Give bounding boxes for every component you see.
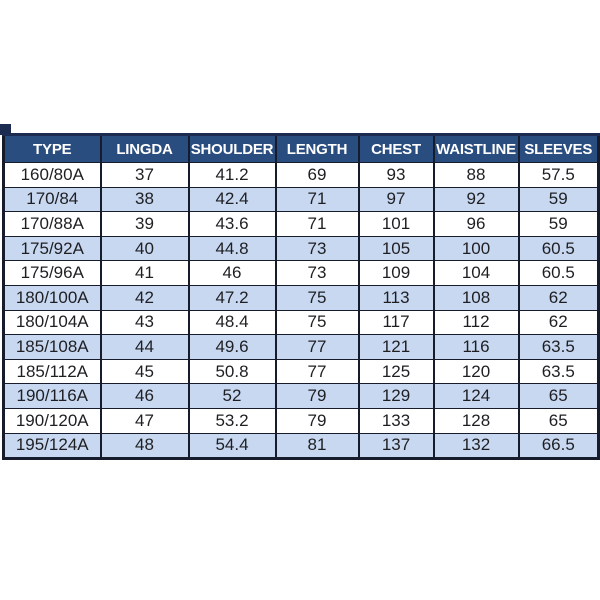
cell-sleeves: 60.5 xyxy=(519,236,599,261)
table-row xyxy=(4,187,599,212)
cell-waistline: 104 xyxy=(434,261,519,286)
cell-lingda: 43 xyxy=(101,310,189,335)
cell-chest: 121 xyxy=(359,335,434,360)
cell-shoulder: 46 xyxy=(189,261,276,286)
cell-type: 190/120A xyxy=(4,408,101,433)
table-row xyxy=(4,359,599,384)
cell-waistline: 120 xyxy=(434,359,519,384)
cell-lingda: 37 xyxy=(101,163,189,188)
cell-chest: 97 xyxy=(359,187,434,212)
cell-lingda: 41 xyxy=(101,261,189,286)
cell-waistline: 108 xyxy=(434,285,519,310)
table-row xyxy=(4,433,599,459)
cell-waistline: 128 xyxy=(434,408,519,433)
column-header-waistline: WAISTLINE xyxy=(434,135,519,163)
cell-lingda: 44 xyxy=(101,335,189,360)
table-row xyxy=(4,261,599,286)
cell-shoulder: 50.8 xyxy=(189,359,276,384)
cell-waistline: 132 xyxy=(434,433,519,459)
cell-sleeves: 60.5 xyxy=(519,261,599,286)
cell-lingda: 45 xyxy=(101,359,189,384)
cell-sleeves: 62 xyxy=(519,285,599,310)
cell-sleeves: 59 xyxy=(519,212,599,237)
cell-length: 69 xyxy=(276,163,359,188)
column-header-type: TYPE xyxy=(4,135,101,163)
cell-type: 185/108A xyxy=(4,335,101,360)
cell-length: 71 xyxy=(276,187,359,212)
cell-chest: 117 xyxy=(359,310,434,335)
cell-shoulder: 54.4 xyxy=(189,433,276,459)
column-header-shoulder: SHOULDER xyxy=(189,135,276,163)
cell-length: 79 xyxy=(276,408,359,433)
cell-chest: 133 xyxy=(359,408,434,433)
cell-sleeves: 65 xyxy=(519,384,599,409)
cell-shoulder: 47.2 xyxy=(189,285,276,310)
cell-chest: 101 xyxy=(359,212,434,237)
cell-chest: 129 xyxy=(359,384,434,409)
cell-type: 185/112A xyxy=(4,359,101,384)
cell-shoulder: 48.4 xyxy=(189,310,276,335)
cell-lingda: 39 xyxy=(101,212,189,237)
cell-waistline: 92 xyxy=(434,187,519,212)
size-chart-table xyxy=(2,133,600,460)
cell-length: 75 xyxy=(276,285,359,310)
cell-sleeves: 66.5 xyxy=(519,433,599,459)
cell-length: 79 xyxy=(276,384,359,409)
cell-sleeves: 63.5 xyxy=(519,359,599,384)
table-row xyxy=(4,285,599,310)
cell-type: 195/124A xyxy=(4,433,101,459)
cell-type: 160/80A xyxy=(4,163,101,188)
cell-length: 81 xyxy=(276,433,359,459)
header-row xyxy=(4,135,599,163)
column-header-chest: CHEST xyxy=(359,135,434,163)
cell-type: 175/92A xyxy=(4,236,101,261)
cell-type: 170/88A xyxy=(4,212,101,237)
cell-sleeves: 57.5 xyxy=(519,163,599,188)
cell-waistline: 124 xyxy=(434,384,519,409)
cell-shoulder: 42.4 xyxy=(189,187,276,212)
table-row xyxy=(4,163,599,188)
cell-lingda: 40 xyxy=(101,236,189,261)
cell-type: 190/116A xyxy=(4,384,101,409)
cell-waistline: 100 xyxy=(434,236,519,261)
cell-waistline: 112 xyxy=(434,310,519,335)
cell-sleeves: 62 xyxy=(519,310,599,335)
cell-waistline: 88 xyxy=(434,163,519,188)
cell-length: 73 xyxy=(276,236,359,261)
column-header-length: LENGTH xyxy=(276,135,359,163)
cell-shoulder: 41.2 xyxy=(189,163,276,188)
cell-length: 71 xyxy=(276,212,359,237)
table-row xyxy=(4,310,599,335)
cell-sleeves: 65 xyxy=(519,408,599,433)
cell-chest: 125 xyxy=(359,359,434,384)
cell-lingda: 47 xyxy=(101,408,189,433)
table-row xyxy=(4,384,599,409)
cell-type: 175/96A xyxy=(4,261,101,286)
cell-shoulder: 44.8 xyxy=(189,236,276,261)
cell-waistline: 116 xyxy=(434,335,519,360)
table-row xyxy=(4,236,599,261)
cell-lingda: 42 xyxy=(101,285,189,310)
cell-chest: 109 xyxy=(359,261,434,286)
cell-lingda: 48 xyxy=(101,433,189,459)
cell-sleeves: 59 xyxy=(519,187,599,212)
cell-lingda: 38 xyxy=(101,187,189,212)
cell-chest: 105 xyxy=(359,236,434,261)
cell-shoulder: 53.2 xyxy=(189,408,276,433)
table-row xyxy=(4,212,599,237)
column-header-lingda: LINGDA xyxy=(101,135,189,163)
cell-length: 77 xyxy=(276,335,359,360)
table-row xyxy=(4,335,599,360)
cell-shoulder: 52 xyxy=(189,384,276,409)
cell-chest: 137 xyxy=(359,433,434,459)
cell-shoulder: 43.6 xyxy=(189,212,276,237)
cell-chest: 93 xyxy=(359,163,434,188)
cell-lingda: 46 xyxy=(101,384,189,409)
column-header-sleeves: SLEEVES xyxy=(519,135,599,163)
cell-type: 180/104A xyxy=(4,310,101,335)
cell-length: 77 xyxy=(276,359,359,384)
table-row xyxy=(4,408,599,433)
cell-shoulder: 49.6 xyxy=(189,335,276,360)
cell-sleeves: 63.5 xyxy=(519,335,599,360)
cell-type: 180/100A xyxy=(4,285,101,310)
cell-chest: 113 xyxy=(359,285,434,310)
cell-length: 73 xyxy=(276,261,359,286)
cell-waistline: 96 xyxy=(434,212,519,237)
cell-length: 75 xyxy=(276,310,359,335)
cell-type: 170/84 xyxy=(4,187,101,212)
